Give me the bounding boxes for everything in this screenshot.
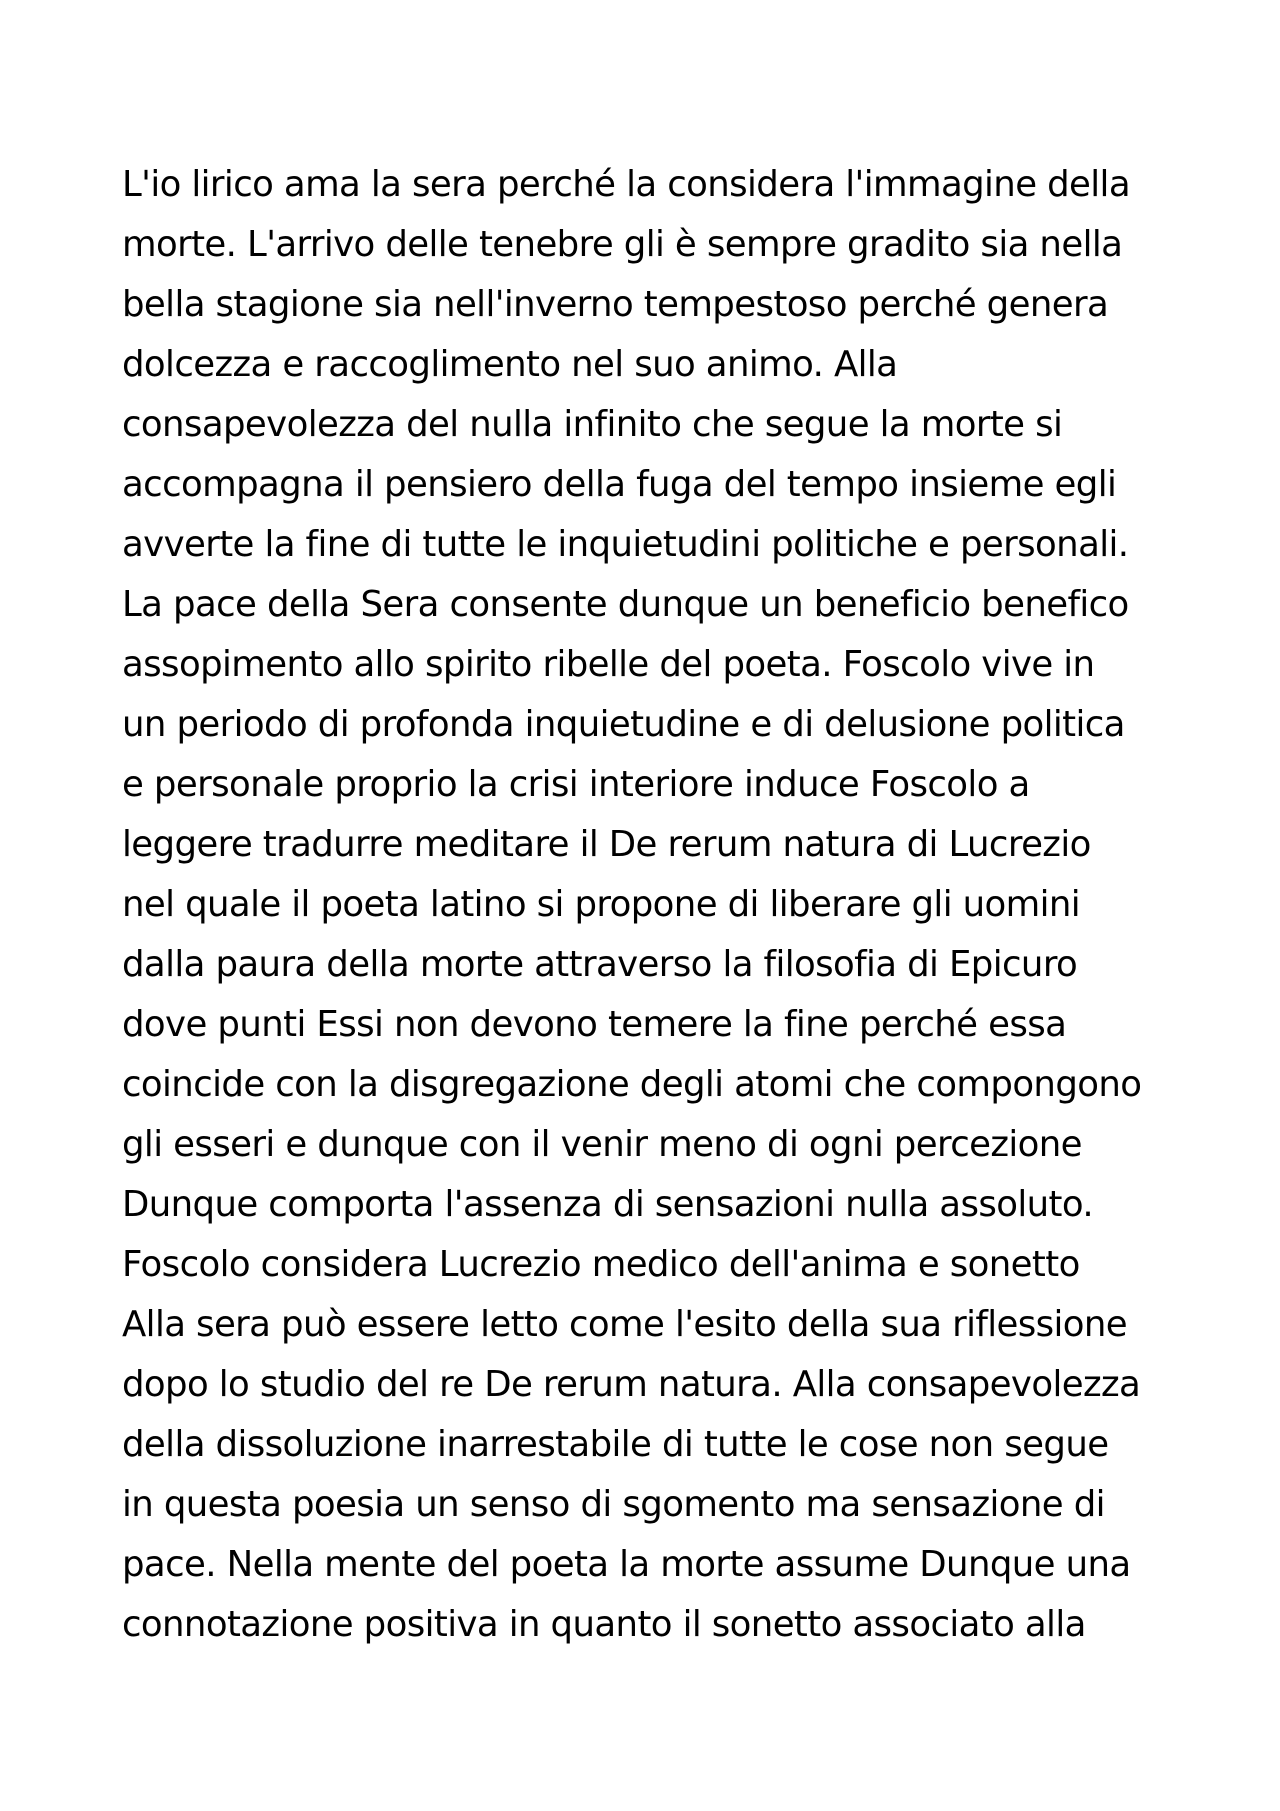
text-line: bella stagione sia nell'inverno tempestoso perché genera xyxy=(122,284,1109,325)
text-line: della dissoluzione inarrestabile di tutte le cose non segue xyxy=(122,1424,1109,1465)
text-line: Dunque comporta l'assenza di sensazioni nulla assoluto. xyxy=(122,1184,1094,1225)
text-line: dopo lo studio del re De rerum natura. Alla consapevolezza xyxy=(122,1364,1141,1405)
text-line: Foscolo considera Lucrezio medico dell'anima e sonetto xyxy=(122,1244,1080,1285)
text-line: leggere tradurre meditare il De rerum natura di Lucrezio xyxy=(122,824,1091,865)
text-line: L'io lirico ama la sera perché la considera l'immagine della xyxy=(122,164,1130,205)
text-line: connotazione positiva in quanto il sonetto associato alla xyxy=(122,1604,1086,1645)
text-line: consapevolezza del nulla infinito che segue la morte si xyxy=(122,404,1063,445)
text-line: dalla paura della morte attraverso la filosofia di Epicuro xyxy=(122,944,1078,985)
text-line: assopimento allo spirito ribelle del poeta. Foscolo vive in xyxy=(122,644,1095,685)
text-line: avverte la fine di tutte le inquietudini politiche e personali. xyxy=(122,524,1129,565)
text-line: nel quale il poeta latino si propone di liberare gli uomini xyxy=(122,884,1081,925)
text-line: gli esseri e dunque con il venir meno di ogni percezione xyxy=(122,1124,1082,1165)
text-line: coincide con la disgregazione degli atomi che compongono xyxy=(122,1064,1142,1105)
text-line: Alla sera può essere letto come l'esito della sua riflessione xyxy=(122,1304,1128,1345)
text-line: La pace della Sera consente dunque un beneficio benefico xyxy=(122,584,1129,625)
body-text xyxy=(122,155,1182,1655)
text-line: in questa poesia un senso di sgomento ma sensazione di xyxy=(122,1484,1105,1525)
text-line: dove punti Essi non devono temere la fine perché essa xyxy=(122,1004,1067,1045)
text-line: accompagna il pensiero della fuga del tempo insieme egli xyxy=(122,464,1117,505)
text-line: morte. L'arrivo delle tenebre gli è sempre gradito sia nella xyxy=(122,224,1123,265)
text-line: pace. Nella mente del poeta la morte assume Dunque una xyxy=(122,1544,1131,1585)
text-line: dolcezza e raccoglimento nel suo animo. Alla xyxy=(122,344,898,385)
text-line: e personale proprio la crisi interiore induce Foscolo a xyxy=(122,764,1030,805)
text-line: un periodo di profonda inquietudine e di delusione politica xyxy=(122,704,1125,745)
